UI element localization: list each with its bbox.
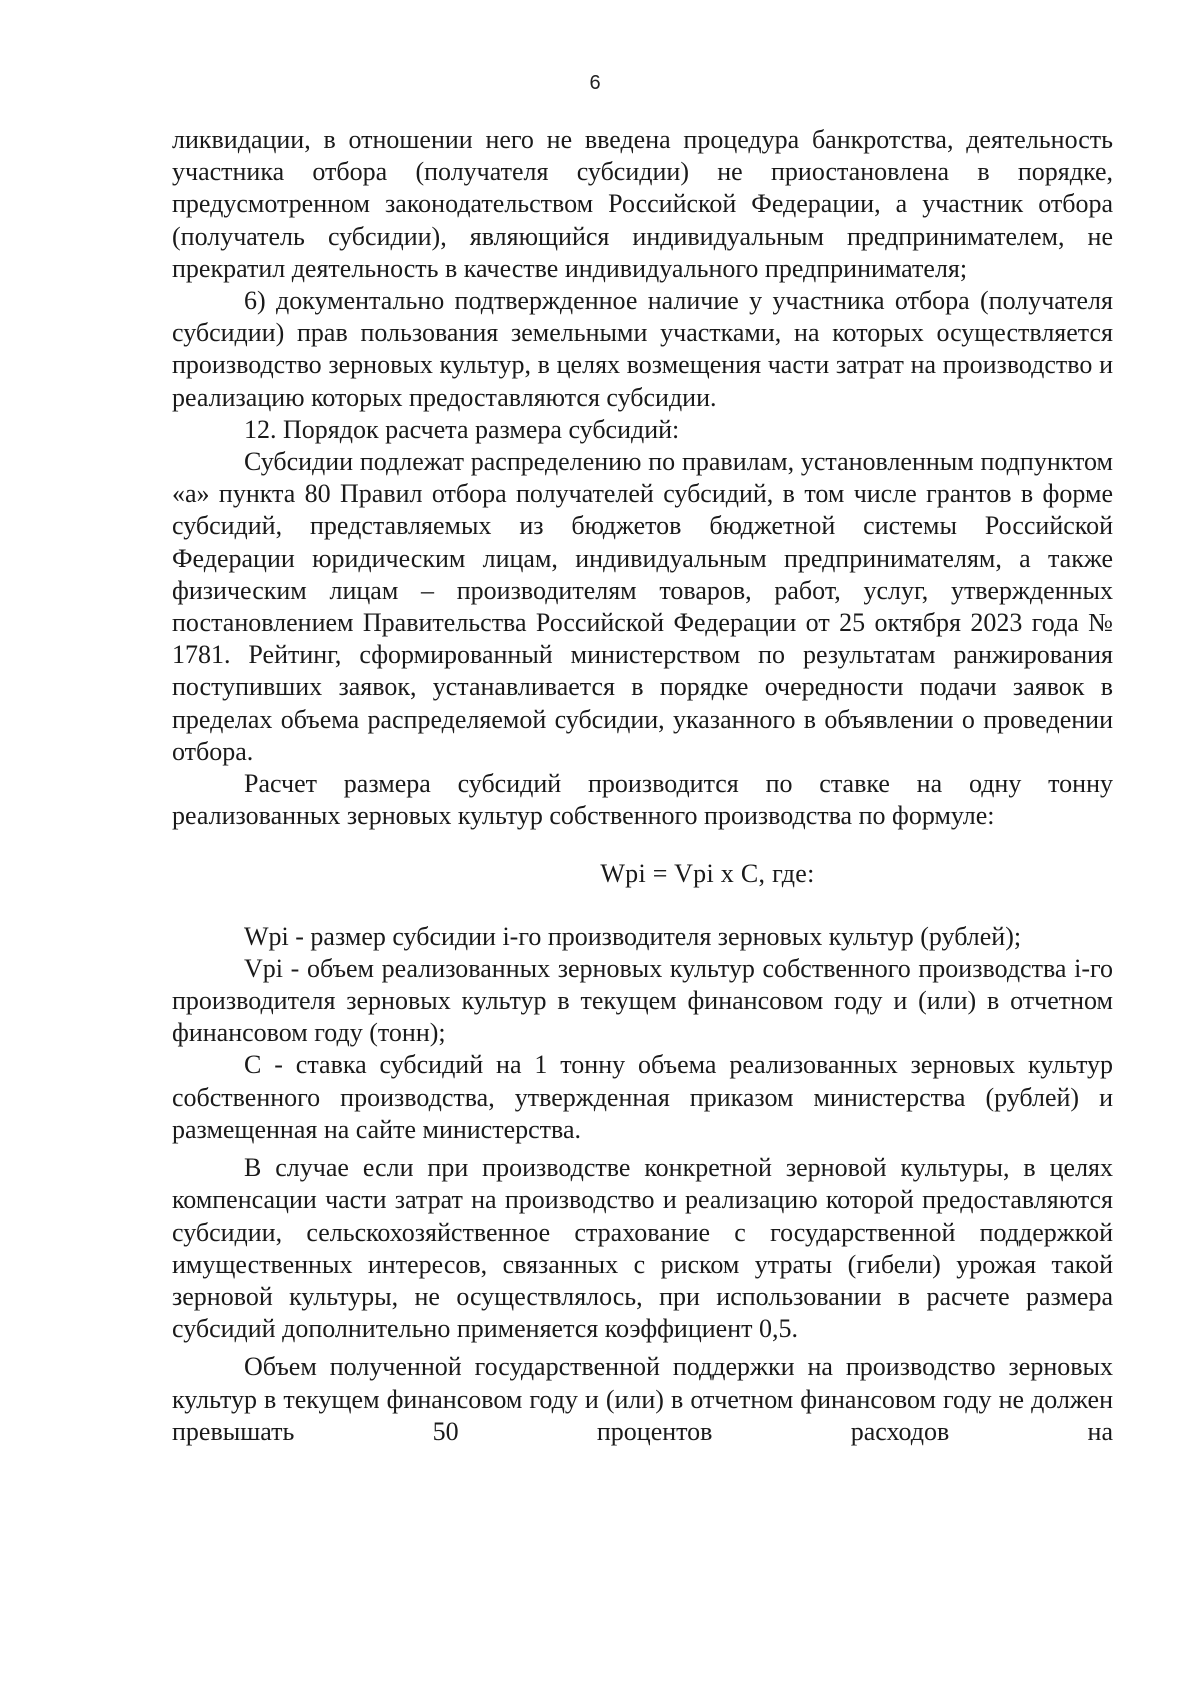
paragraph-land-rights: 6) документально подтвержденное наличие у участника отбора (получателя субсидии) прав пользования земельными участками, на которых осуществляется производство зерновых культур, в целях возмещения части затрат на производство и реализацию которых предоставляются субсидии. — [172, 286, 1113, 412]
page-number: 6 — [589, 72, 601, 94]
section-heading-12: 12. Порядок расчета размера субсидий: — [244, 414, 680, 444]
definition-vpi: Vpi - объем реализованных зерновых культур собственного производства i-го производителя зерновых культур в текущем финансовом году и (или) в отчетном финансовом году (тонн); — [172, 953, 1113, 1048]
definition-c: С - ставка субсидий на 1 тонну объема реализованных зерновых культур собственного производства, утвержденная приказом министерства (рублей) и размещенная на сайте министерства. — [172, 1050, 1113, 1144]
paragraph-insurance-coefficient: В случае если при производстве конкретной зерновой культуры, в целях компенсации части затрат на производство и реализацию которой предоставляются субсидии, сельскохозяйственное страхование с государственной поддержкой имущественных интересов, связанных с риском утраты (гибели) урожая такой зерновой культуры, не осуществлялось, при использовании в расчете размера субсидий дополнительно применяется коэффициент 0,5. — [172, 1153, 1113, 1344]
document-body — [172, 124, 1113, 1448]
definition-wpi: Wpi - размер субсидии i-го производителя зерновых культур (рублей); — [244, 921, 1022, 951]
paragraph-distribution-rules: Субсидии подлежат распределению по правилам, установленным подпунктом «а» пункта 80 Правил отбора получателей субсидий, в том числе грантов в форме субсидий, представляемых из бюджетов бюджетной системы Российской Федерации юридическим лицам, индивидуальным предпринимателям, а также физическим лицам – производителям товаров, работ, услуг, утвержденных постановлением Правительства Российской Федерации от 25 октября 2023 года № 1781. Рейтинг, сформированный министерством по результатам ранжирования поступивших заявок, устанавливается в порядке очередности подачи заявок в пределах объема распределяемой субсидии, указанного в объявлении о проведении отбора. — [172, 447, 1113, 766]
paragraph-liquidation: ликвидации, в отношении него не введена процедура банкротства, деятельность участника отбора (получателя субсидии) не приостановлена в порядке, предусмотренном законодательством Российской Федерации, а участник отбора (получатель субсидии), являющийся индивидуальным предпринимателем, не прекратил деятельность в качестве индивидуального предпринимателя; — [172, 125, 1113, 283]
formula: Wpi = Vpi x C, где: — [600, 859, 815, 889]
paragraph-support-limit: Объем полученной государственной поддержки на производство зерновых культур в текущем финансовом году и (или) в отчетном финансовом году не должен превышать 50 процентов расходов на — [172, 1352, 1113, 1446]
paragraph-calculation-intro: Расчет размера субсидий производится по ставке на одну тонну реализованных зерновых культур собственного производства по формуле: — [172, 769, 1113, 831]
